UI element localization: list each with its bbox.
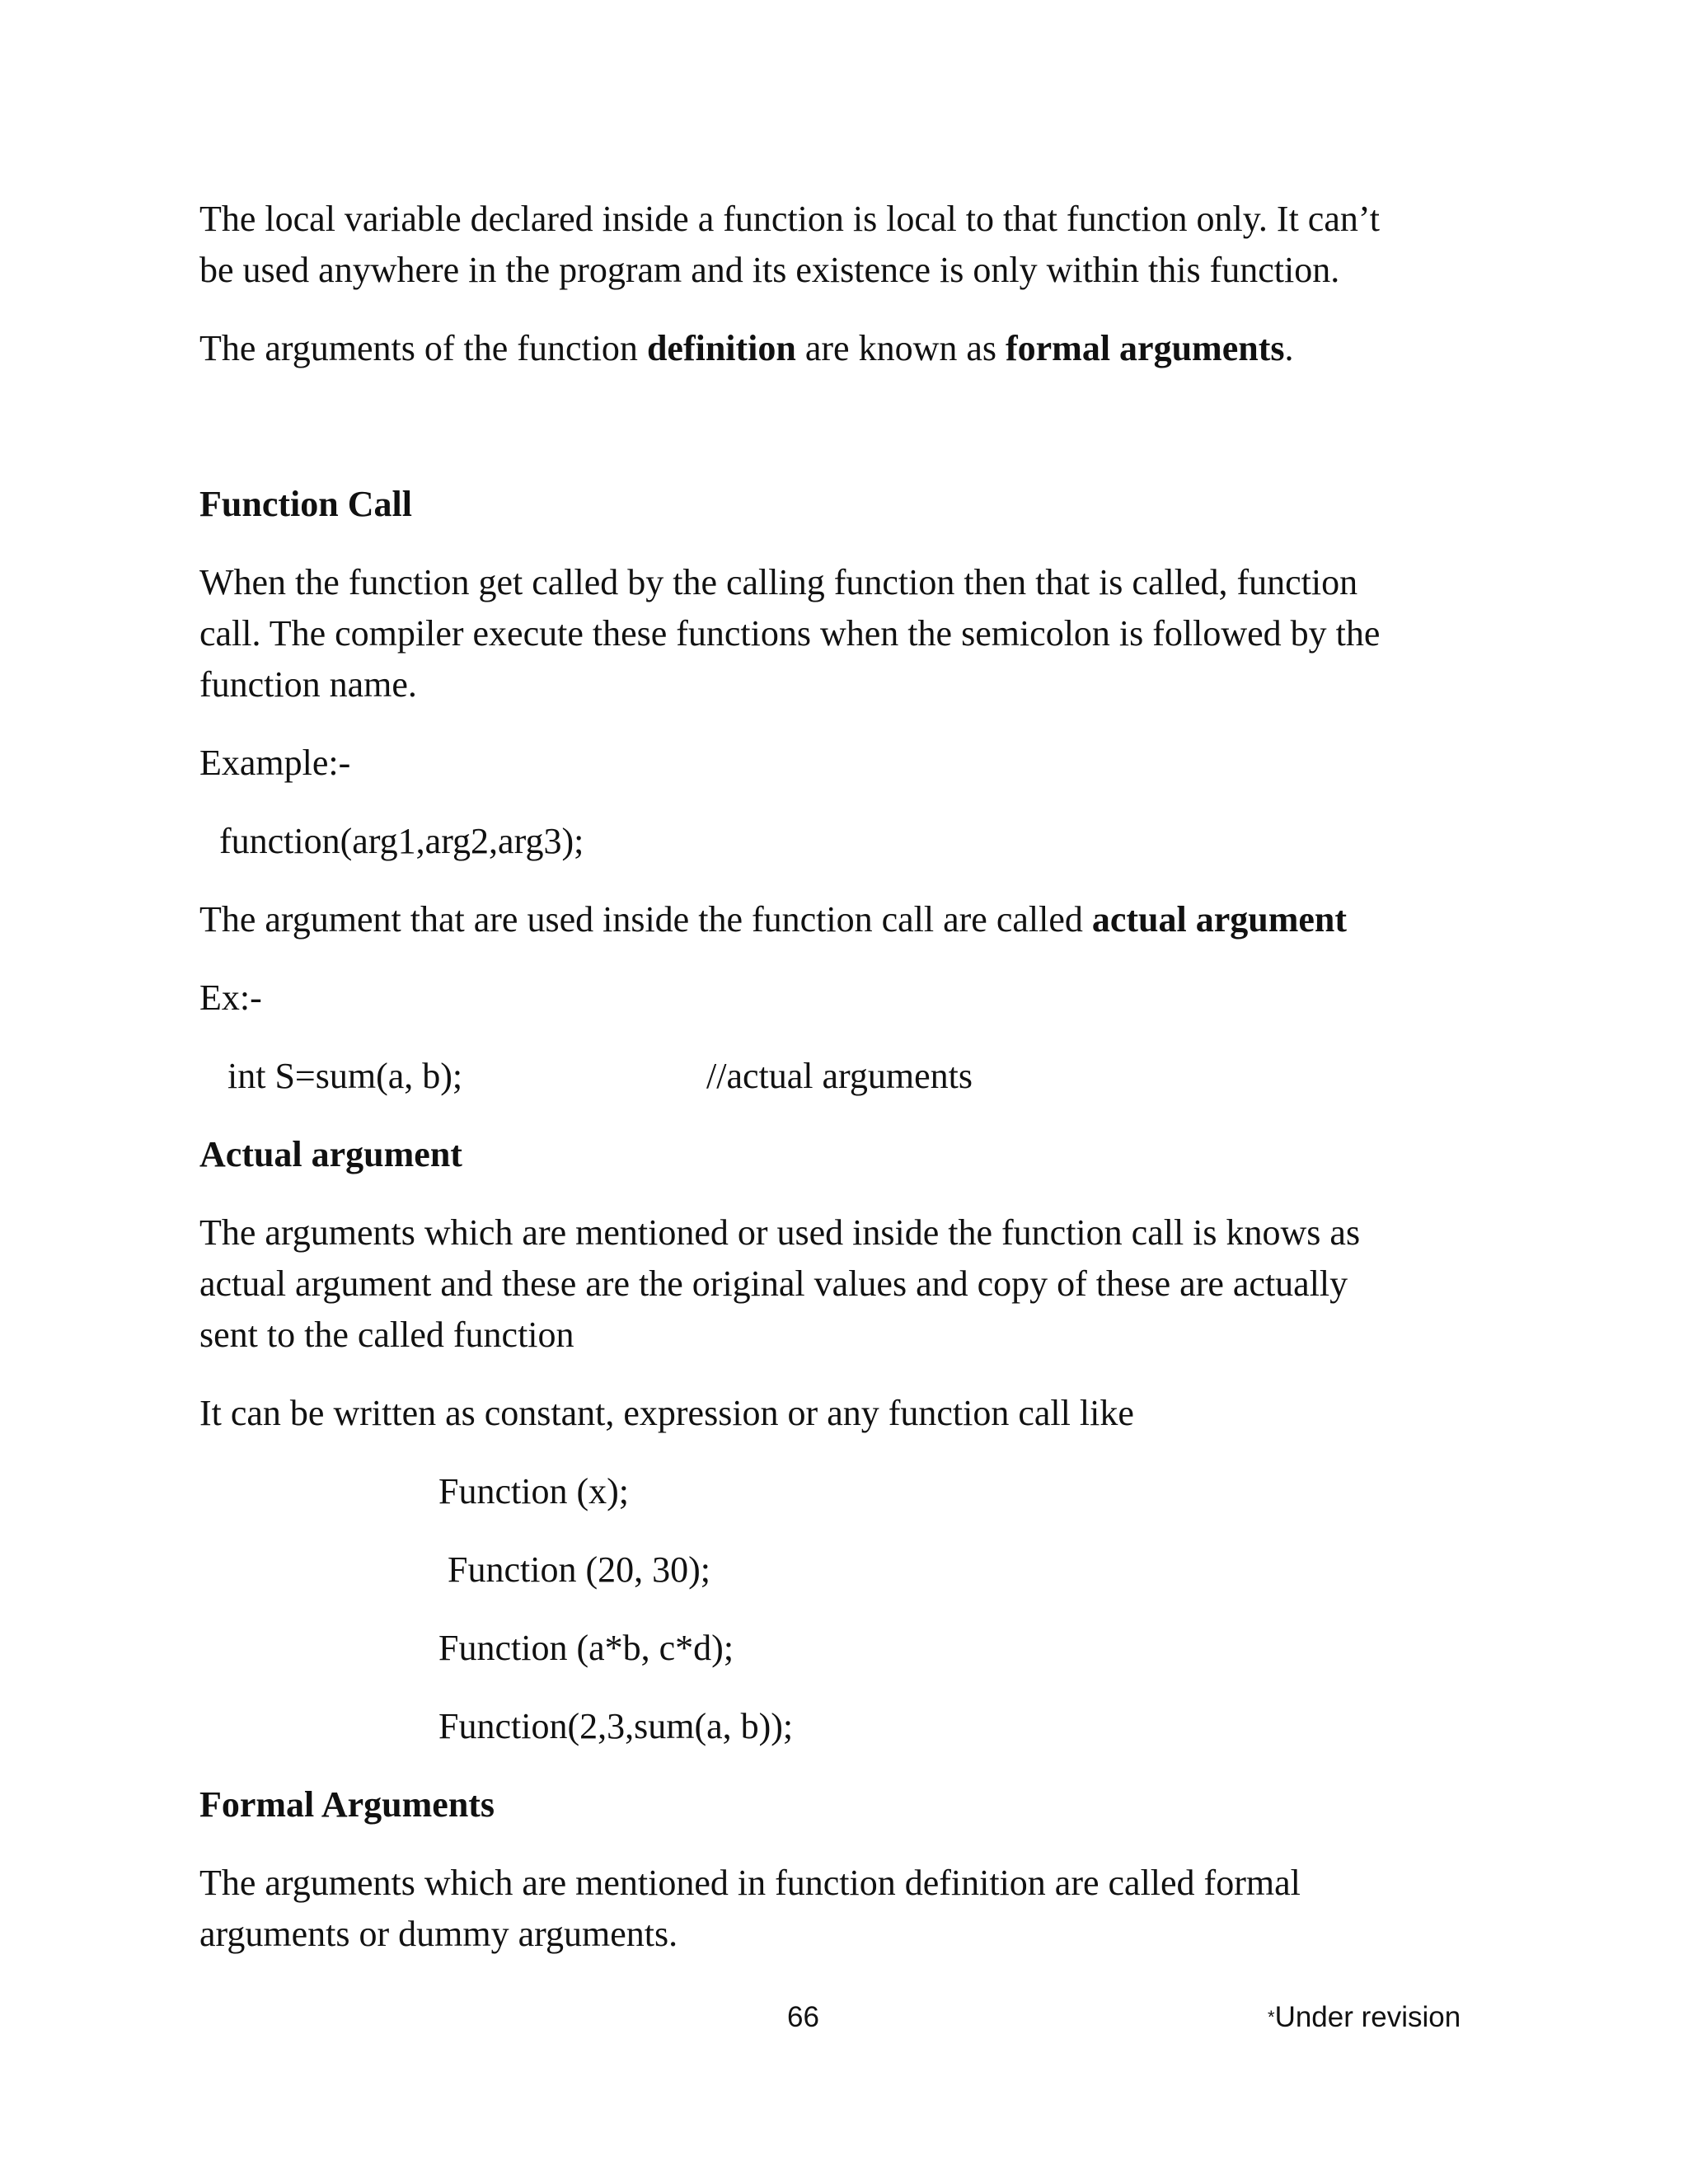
example-label: Example:-	[199, 743, 351, 783]
code-example-1: Function (x);	[438, 1471, 629, 1511]
function-call-line-2: call. The compiler execute these functions when the semicolon is followed by the	[199, 613, 1381, 654]
page-number: 66	[787, 2001, 819, 2033]
formal-body-line-1: The arguments which are mentioned in function definition are called formal	[199, 1863, 1301, 1903]
code-example-2: Function (20, 30);	[448, 1549, 710, 1590]
actual-argument-heading: Actual argument	[199, 1134, 462, 1174]
code-example-4: Function(2,3,sum(a, b));	[438, 1706, 794, 1746]
actual-body-line-2: actual argument and these are the original values and copy of these are actually	[199, 1263, 1348, 1304]
ex-comment: //actual arguments	[706, 1056, 973, 1096]
code-example-3: Function (a*b, c*d);	[438, 1628, 734, 1668]
ex-label: Ex:-	[199, 977, 262, 1018]
revision-asterisk: *	[1268, 2007, 1275, 2027]
function-call-heading: Function Call	[199, 484, 412, 524]
function-call-line-3: function name.	[199, 664, 417, 705]
ex-code: int S=sum(a, b);	[227, 1056, 463, 1096]
local-variable-line-2: be used anywhere in the program and its existence is only within this function.	[199, 250, 1340, 290]
local-variable-line-1: The local variable declared inside a function is local to that function only. It can’t	[199, 199, 1380, 239]
actual-body-line-3: sent to the called function	[199, 1315, 574, 1355]
bold-term-definition: definition	[646, 328, 796, 368]
formal-arguments-heading: Formal Arguments	[199, 1784, 495, 1825]
bold-term-actual-argument: actual argument	[1091, 899, 1348, 940]
formal-definition-sentence: The arguments of the function definition are known as formal arguments.	[199, 328, 1294, 368]
function-call-line-1: When the function get called by the calling function then that is called, function	[199, 562, 1358, 602]
example-code: function(arg1,arg2,arg3);	[219, 821, 584, 861]
formal-body-line-2: arguments or dummy arguments.	[199, 1914, 678, 1954]
bold-term-formal-arguments: formal arguments	[1006, 328, 1285, 368]
written-as-sentence: It can be written as constant, expression or any function call like	[199, 1393, 1134, 1433]
actual-argument-sentence: The argument that are used inside the function call are called actual argument	[199, 899, 1348, 940]
actual-body-line-1: The arguments which are mentioned or used inside the function call is knows as	[199, 1212, 1361, 1253]
revision-note: *Under revision	[1268, 2001, 1461, 2033]
